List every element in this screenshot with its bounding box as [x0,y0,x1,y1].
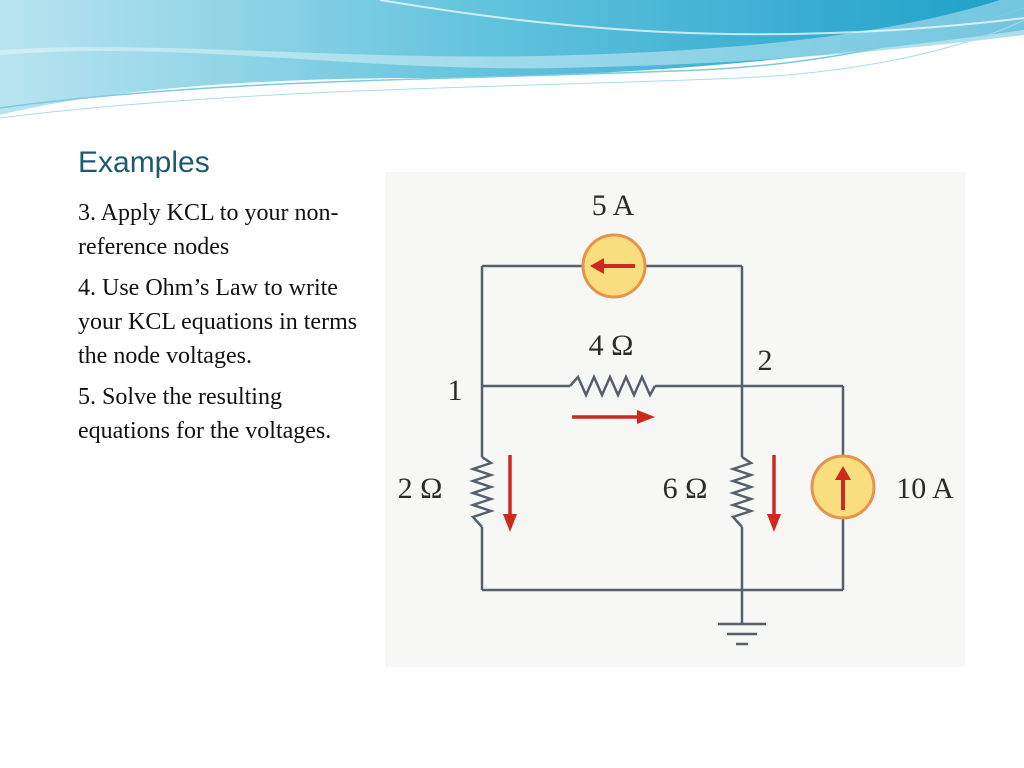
ground-symbol [718,624,766,644]
step-3-text: 3. Apply KCL to your non-reference nodes [78,200,339,260]
circuit-diagram [385,172,965,667]
resistor-2-ohm [473,457,491,527]
current-arrow-2-ohm [503,455,517,532]
current-arrow-4-ohm [572,410,655,424]
label-10a: 10 A [896,472,954,505]
steps-list [78,196,378,455]
circuit-diagram-panel [385,172,965,667]
current-source-5a [583,235,645,297]
circuit-wires [482,266,843,624]
header-wave-decoration [0,0,1024,125]
label-6-ohm: 6 Ω [662,472,708,505]
label-5a: 5 A [591,189,635,222]
resistor-6-ohm [733,457,751,527]
current-source-10a [812,456,874,518]
label-4-ohm: 4 Ω [588,329,634,362]
resistor-4-ohm [570,377,655,395]
slide-title: Examples [78,146,210,179]
current-arrow-6-ohm [767,455,781,532]
label-2-ohm: 2 Ω [397,472,443,505]
step-5-text: 5. Solve the resulting equations for the voltages. [78,384,332,444]
step-4-text: 4. Use Ohm’s Law to write your KCL equations in terms the node voltages. [78,275,358,369]
label-node-2: 2 [757,344,773,377]
label-node-1: 1 [447,374,463,407]
